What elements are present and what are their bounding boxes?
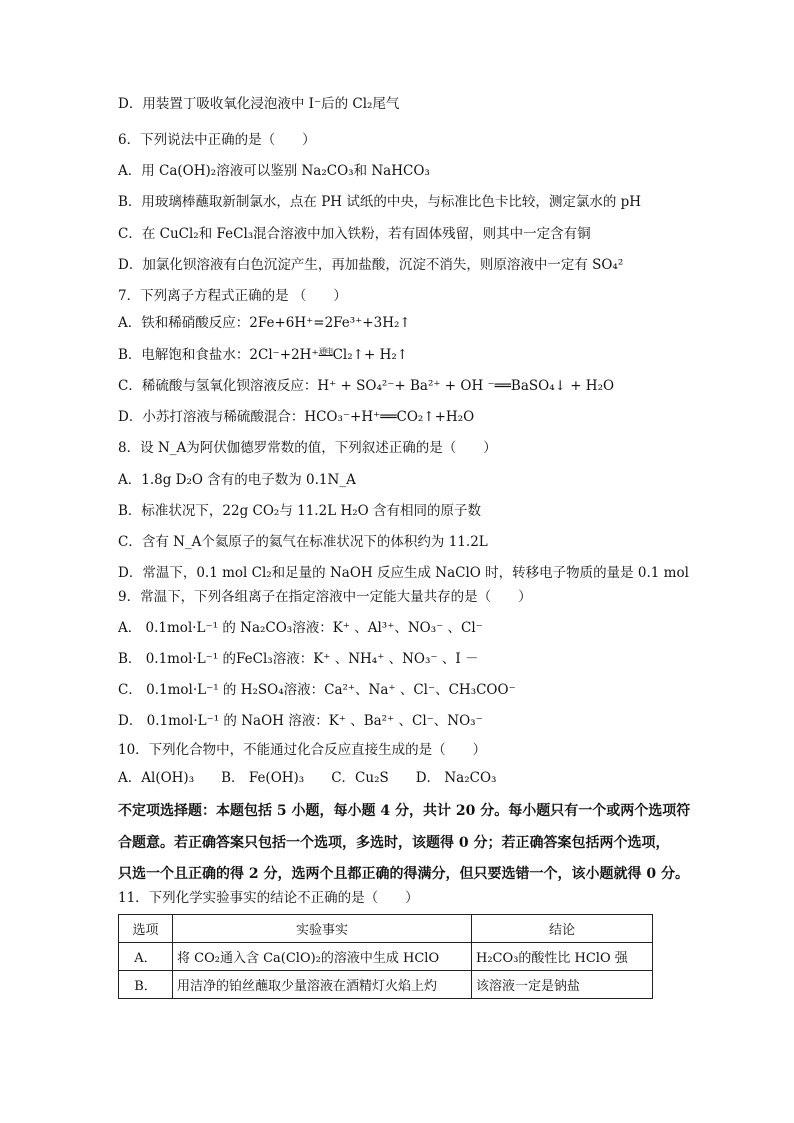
q7-option-a: A．铁和稀硝酸反应：2Fe+6H⁺=2Fe³⁺+3H₂↑ (118, 315, 411, 331)
q6-option-d: D．加氯化钡溶液有白色沉淀产生，再加盐酸，沉淀不消失，则原溶液中一定有 SO₄² (118, 257, 624, 273)
header-option: 选项 (119, 915, 173, 943)
q7b-right: Cl₂↑+ H₂↑ (332, 347, 409, 363)
section-instructions-3: 只选一个且正确的得 2 分，选两个且都正确的得满分，但只要选错一个，该小题就得 0 分。 (118, 866, 689, 882)
table-header-row (119, 915, 653, 943)
q7-option-b (118, 346, 408, 366)
q7-option-c: C．稀硫酸与氢氧化钡溶液反应：H⁺ + SO₄²⁻+ Ba²⁺ + OH ⁻══BaSO₄↓ + H₂O (118, 378, 615, 394)
row-fact: 用洁净的铂丝蘸取少量溶液在酒精灯火焰上灼 (173, 971, 472, 999)
row-conclusion: H₂CO₃的酸性比 HClO 强 (472, 943, 653, 971)
header-conclusion: 结论 (472, 915, 653, 943)
section-instructions-1: 不定项选择题：本题包括 5 小题，每小题 4 分，共计 20 分。每小题只有一个或两个选项符 (118, 803, 691, 819)
row-conclusion: 该溶液一定是钠盐 (472, 971, 653, 999)
q9-option-b: B． 0.1mol·L⁻¹ 的FeCl₃溶液：K⁺ 、NH₄⁺ 、NO₃⁻ 、I － (118, 651, 479, 667)
q8-option-c: C．含有 N_A个氦原子的氦气在标准状况下的体积约为 11.2L (118, 534, 488, 550)
q8-option-b: B．标准状况下，22g CO₂与 11.2L H₂O 含有相同的原子数 (118, 503, 481, 519)
q9-option-d: D． 0.1mol·L⁻¹ 的 NaOH 溶液：K⁺ 、Ba²⁺ 、Cl⁻、NO₃⁻ (118, 713, 483, 729)
section-instructions-2: 合题意。若正确答案只包括一个选项，多选时，该题得 0 分；若正确答案包括两个选项， (118, 835, 670, 851)
q8-stem: 8．设 N_A为阿伏伽德罗常数的值，下列叙述正确的是（ ） (118, 440, 497, 456)
q6-option-c: C．在 CuCl₂和 FeCl₃混合溶液中加入铁粉，若有固体残留，则其中一定含有铜 (118, 226, 591, 242)
q9-option-c: C． 0.1mol·L⁻¹ 的 H₂SO₄溶液：Ca²⁺、Na⁺ 、Cl⁻、CH₃COO⁻ (118, 682, 516, 698)
q6-option-b: B．用玻璃棒蘸取新制氯水，点在 PH 试纸的中央，与标准比色卡比较，测定氯水的 pH (118, 194, 642, 210)
q9-option-a: A． 0.1mol·L⁻¹ 的 Na₂CO₃溶液：K⁺ 、Al³⁺、NO₃⁻ 、Cl⁻ (118, 620, 483, 636)
q6-stem: 6．下列说法中正确的是（ ） (118, 132, 316, 148)
q5-option-d: D．用装置丁吸收氧化浸泡液中 I⁻后的 Cl₂尾气 (118, 96, 400, 112)
q7-option-d: D．小苏打溶液与稀硫酸混合：HCO₃⁻+H⁺══CO₂↑+H₂O (118, 409, 475, 425)
header-fact: 实验事实 (173, 915, 472, 943)
q7b-left: B．电解饱和食盐水：2Cl⁻+2H⁺ (118, 347, 319, 363)
q8-option-a: A．1.8g D₂O 含有的电子数为 0.1N_A (118, 472, 356, 488)
table-row (119, 971, 653, 999)
table-row (119, 943, 653, 971)
q7b-condition: 通电 (318, 347, 333, 356)
q7-stem: 7．下列离子方程式正确的是 （ ） (118, 288, 347, 304)
q11-stem: 11．下列化学实验事实的结论不正确的是（ ） (118, 890, 419, 906)
q8-option-d: D．常温下，0.1 mol Cl₂和足量的 NaOH 反应生成 NaClO 时，转移电子物质的量是 0.1 mol (118, 565, 689, 581)
q9-stem: 9．常温下，下列各组离子在指定溶液中一定能大量共存的是（ ） (118, 589, 532, 605)
q10-stem: 10．下列化合物中，不能通过化合反应直接生成的是（ ） (118, 742, 487, 758)
q10-options: A．Al(OH)₃ B． Fe(OH)₃ C．Cu₂S D． Na₂CO₃ (118, 770, 497, 786)
row-option: B． (119, 971, 173, 999)
q11-table (118, 914, 653, 999)
row-option: A． (119, 943, 173, 971)
q6-option-a: A．用 Ca(OH)₂溶液可以鉴别 Na₂CO₃和 NaHCO₃ (118, 163, 430, 179)
row-fact: 将 CO₂通入含 Ca(ClO)₂的溶液中生成 HClO (173, 943, 472, 971)
